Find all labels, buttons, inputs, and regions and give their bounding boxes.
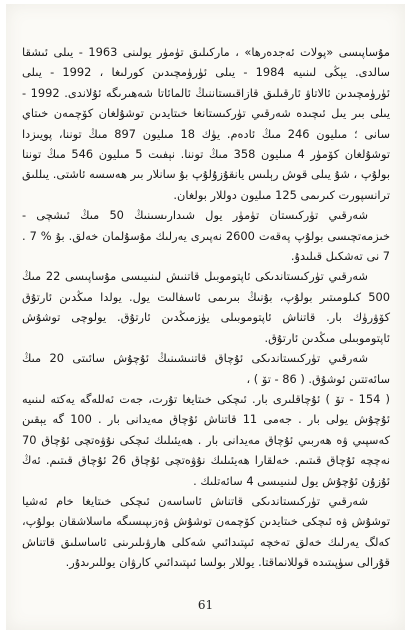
paragraph-rail-history: مۇساپىسى «پولات ئەجدەرھا» ، ماركىلىق تۈمۈر يولىنى 1963 - يىلى ئىشقا سالدى. يېڭى لىنىيە 1984 - يىلى ئۈرۈمچىدىن كورلىغا ، 1992 - يىلى ئۈرۈمچىدىن ئالاتاۋ ئارقىلىق قازاقىستاننىڭ ئالمائاتا شەھىرىگە ئۇلاندى. 1992 - يىلى بىر يىل ئىچىدە شەرقىي تۈركىستانغا خىتايدىن توشۇلغان كۆچمەن خىتاي سانى ؛ مىليون 246 مىڭ ئادەم. يۈك 18 مىليون 897 مىڭ توننا، پويىزدا توشۇلغان كۆمۈر 4 مىليون 358 مىڭ توننا. نېفىت 5 مىليون 546 مىڭ توننا بولۇپ ، شۇ يىلى قوش رېلىس يانقۇزۇلۇپ بۇ سانلار بىر ھەسسە ئاشتى. يىللىق ترانسپورت كىرىمى 125 مىليون دوللار بولغان. [22, 45, 391, 202]
paragraph-transport-conclusion: شەرقىي تۈركىستاندىكى قاتناش ئاساسەن ئىچكى خىتايغا خام ئەشيا توشۇش ۋە ئىچكى خىتايدىن كۆچمەن توشۇش ۋەزىپىسىگە ماسلاشقان بولۇپ، كەلگ يەرلىك خەلق تەخچە ئىپتىدائىي شەكلى ھارۋىلىرىنى ئاساسلىق قاتناش قۇرالى سۈپىتىدە قوللانماقتا. يوللار بولسا ئىپتىدائىي كارۋان يوللىرىدۇر. [22, 493, 390, 570]
page-body-text [22, 42, 390, 573]
paragraph-road-transport: شەرقىي تۈركىستاندىكى ئاپتوموبىل قاتنىش لىنىيىسى مۇساپىسى 22 مىڭ 500 كىلومىتىر بولۇپ، بۇنىڭ بىرىمى ئاسفالىت يول. يولدا مىڭدىن ئارتۇق كۆۋرۈك بار. قاتناش ئاپتوموبىلى يۈزمىڭدىن ئارتۇق. يولوچى توشۇش ئاپتوموبىلى مىڭدىن ئارتۇق. [22, 269, 390, 345]
paragraph-rail-workers: شەرقىي تۈركىستان تۈمۈر يول شىدارىسىنىڭ 50 مىڭ ئىشچى - خىزمەتچىسى بولۇپ پەقەت 2600 نەپىرى يەرلىك مۇسۇلمان خەلق. بۇ % 7 . 7 نى تەشكىل قىلىدۇ. [22, 208, 391, 264]
page-number: 61 [197, 598, 214, 612]
paragraph-air-routes: ( 154 - تۆ ) ئۇچاقلىرى بار. ئىچكى خىتايغا تۇرت، جەت ئەللەگە يەكتە لىنىيە ئۇچۇش يولى بار . جەمى 11 قاتناش ئۇچاق مەيدانى بار . 100 گە يېقىن كەسپىي ۋە ھەربىي ئۇچاق مەيدانى بار . ھەيئىلىك ئىچكى نۇۋەتچى ئۇچاق 70 نەچچە ئۇچاق قىتىم. خەلقارا ھەيئىلىك نۇۋەتچى ئۇچاق 26 ئۇچاق قىتىم. ئەڭ ئۇزۇن ئۇچۇش يول لىنىيىسى 4 سائەتلىك . [22, 391, 391, 488]
paragraph-air-hours: شەرقىي تۈركىستاندىكى ئۇچاق قاتنىشىنىڭ ئۇچۇش سائىتى 20 مىڭ سائەتتىن ئوشۇق. ( 86 - تۆ ) ، [22, 351, 390, 386]
